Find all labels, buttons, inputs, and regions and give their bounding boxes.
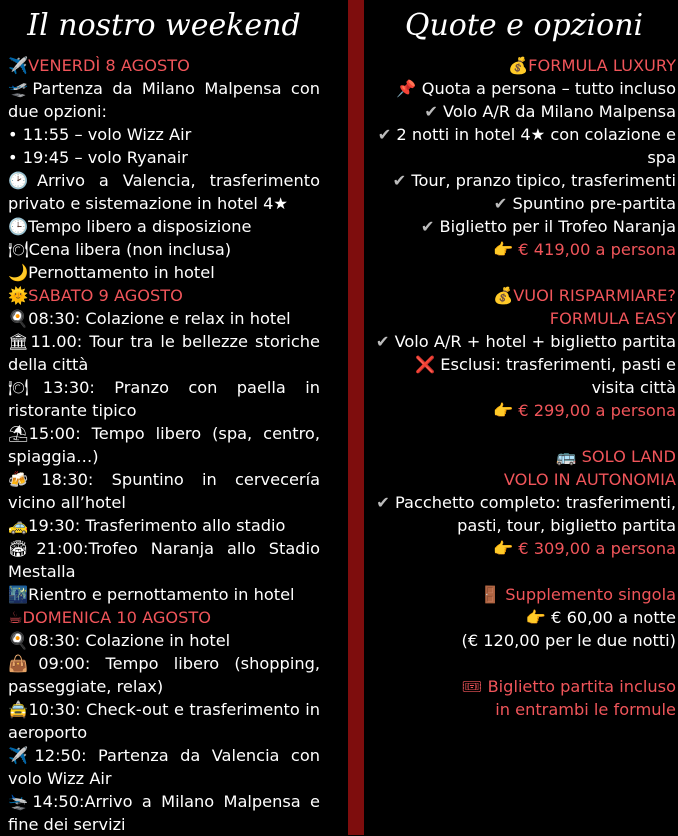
hand-icon: 👉 [492,401,514,420]
luxury-item-text: Tour, pranzo tipico, trasferimenti [411,171,676,190]
itinerary-item-text: Arrivo a Valencia, trasferimento privato e sistemazione in hotel 4★ [8,171,321,213]
coffee-icon: ☕ [8,608,23,627]
egg-icon: 🍳 [8,631,29,650]
luxury-item-text: Spuntino pre-partita [512,194,676,213]
single-heading: Supplemento singola [505,585,676,604]
itinerary-item-text: • 11:55 – volo Wizz Air [8,125,192,144]
formula-luxury [372,54,676,261]
landmark-icon: 🏛 [8,332,31,351]
departure-icon: 🛫 [8,79,33,98]
clock-icon: 🕒 [8,217,29,236]
itinerary-title: Il nostro weekend [27,8,301,43]
land-item: Pacchetto completo: trasferimenti, pasti, tour, biglietto partita [394,493,676,535]
itinerary-item-text: 15:00: Tempo libero (spa, centro, spiaggia…) [8,424,320,466]
money-bag-icon: 💰 [493,286,514,305]
land-subheading: VOLO IN AUTONOMIA [503,470,676,489]
single-supplement [372,583,676,652]
ticket-line-1: Biglietto partita incluso [487,677,676,696]
single-note: (€ 120,00 per le due notti) [461,631,676,650]
arrival-icon: 🛬 [8,792,33,811]
day-heading-text: SABATO 9 AGOSTO [28,286,183,305]
check-icon: ✔ [424,102,438,121]
check-icon: ✔ [392,171,407,190]
luxury-price: € 419,00 a persona [518,240,676,259]
luxury-item [372,123,676,169]
luxury-item-text: 2 notti in hotel 4★ con colazione e spa [396,125,676,167]
itinerary-days [8,54,320,836]
itinerary-item-text: 14:50:Arrivo a Milano Malpensa e fine dei servizi [8,792,321,834]
taxi-icon: 🚖 [8,700,29,719]
itinerary-item-text: 19:30: Trasferimento allo stadio [28,516,286,535]
beer-icon: 🍻 [8,470,42,489]
luxury-item [372,100,676,123]
itinerary-item [8,123,320,146]
sun-icon: 🌞 [8,286,29,305]
formula-easy [372,284,676,422]
prices-title: Quote e opzioni [404,8,644,43]
easy-price: € 299,00 a persona [518,401,676,420]
luxury-item-text: Biglietto per il Trofeo Naranja [439,217,676,236]
luxury-intro: Quota a persona – tutto incluso [421,79,676,98]
hand-icon: 👉 [492,539,514,558]
airplane-icon: ✈️ [8,746,35,765]
formula-land [372,445,676,560]
itinerary-item-text: • 19:45 – volo Ryanair [8,148,188,167]
itinerary-item [8,261,320,284]
itinerary-item-text: Partenza da Milano Malpensa con due opzioni: [8,79,320,121]
itinerary-item-text: 18:30: Spuntino in cervecería vicino all’hotel [8,470,321,512]
easy-item: Volo A/R + hotel + biglietto partita [394,332,676,351]
check-icon: ✔ [420,217,435,236]
itinerary-item [8,744,320,790]
luxury-item [372,215,676,238]
luxury-item [372,192,676,215]
itinerary-item [8,146,320,169]
check-icon: ✔ [493,194,508,213]
itinerary-item [8,468,320,514]
easy-excluded: Esclusi: trasferimenti, pasti e visita città [440,355,676,397]
stadium-icon: 🏟 [8,539,37,558]
column-divider [348,0,364,835]
itinerary-item [8,514,320,537]
itinerary-item [8,583,320,606]
itinerary-item-text: 13:30: Pranzo con paella in ristorante tipico [8,378,320,420]
itinerary-item [8,77,320,123]
hand-icon: 👉 [525,608,547,627]
itinerary-item [8,169,320,215]
egg-icon: 🍳 [8,309,29,328]
hand-icon: 👉 [492,240,514,259]
itinerary-item [8,330,320,376]
itinerary-item [8,376,320,422]
itinerary-item [8,307,320,330]
itinerary-item [8,629,320,652]
money-bag-icon: 💰 [508,56,529,75]
day-heading [8,606,320,629]
itinerary-item [8,215,320,238]
itinerary-item-text: 21:00:Trofeo Naranja allo Stadio Mestalla [8,539,320,581]
itinerary-item-text: 08:30: Colazione in hotel [28,631,231,650]
day-heading-text: DOMENICA 10 AGOSTO [22,608,212,627]
single-price: € 60,00 a notte [551,608,676,627]
itinerary-item-text: Tempo libero a disposizione [28,217,252,236]
itinerary-item-text: Cena libera (non inclusa) [28,240,232,259]
taxi-icon: 🚕 [8,516,29,535]
bus-icon: 🚌 [556,447,577,466]
itinerary-item [8,422,320,468]
ticket-icon: 🎟 [461,677,483,696]
ticket-note [372,675,676,721]
itinerary-item [8,238,320,261]
cross-icon: ❌ [414,355,436,374]
luxury-item [372,169,676,192]
itinerary-item-text: Pernottamento in hotel [28,263,215,282]
day-heading-text: VENERDÌ 8 AGOSTO [28,56,190,75]
check-icon: ✔ [377,125,392,144]
itinerary-item-text: 11.00: Tour tra le bellezze storiche della città [8,332,320,374]
check-icon: ✔ [375,332,390,351]
itinerary-item [8,790,320,836]
easy-heading: VUOI RISPARMIARE? [513,286,676,305]
itinerary-item-text: Rientro e pernottamento in hotel [28,585,295,604]
ticket-line-2: in entrambi le formule [495,700,676,719]
itinerary-item [8,537,320,583]
day-heading [8,54,320,77]
prices-column [372,6,676,721]
day-heading [8,284,320,307]
land-heading: SOLO LAND [581,447,676,466]
itinerary-item [8,652,320,698]
luxury-item-text: Volo A/R da Milano Malpensa [443,102,676,121]
moon-icon: 🌙 [8,263,29,282]
check-icon: ✔ [376,493,390,512]
itinerary-item-text: 08:30: Colazione e relax in hotel [28,309,291,328]
itinerary-item-text: 09:00: Tempo libero (shopping, passeggiate, relax) [8,654,320,696]
airplane-icon: ✈️ [8,56,29,75]
itinerary-item-text: 12:50: Partenza da Valencia con volo Wizz Air [8,746,320,788]
itinerary-column [8,6,320,836]
itinerary-item-text: 10:30: Check-out e trasferimento in aeroporto [8,700,320,742]
itinerary-item [8,698,320,744]
clock-icon: 🕑 [8,171,37,190]
beach-umbrella-icon: ⛱ [8,424,29,443]
pin-icon: 📌 [396,79,417,98]
luxury-items [372,100,676,238]
plate-icon: 🍽 [8,240,29,259]
easy-subheading: FORMULA EASY [549,309,676,328]
land-price: € 309,00 a persona [518,539,676,558]
night-city-icon: 🌃 [8,585,29,604]
handbag-icon: 👜 [8,654,39,673]
luxury-heading: FORMULA LUXURY [528,56,676,75]
door-icon: 🚪 [479,585,501,604]
plate-icon: 🍽 [8,378,43,397]
